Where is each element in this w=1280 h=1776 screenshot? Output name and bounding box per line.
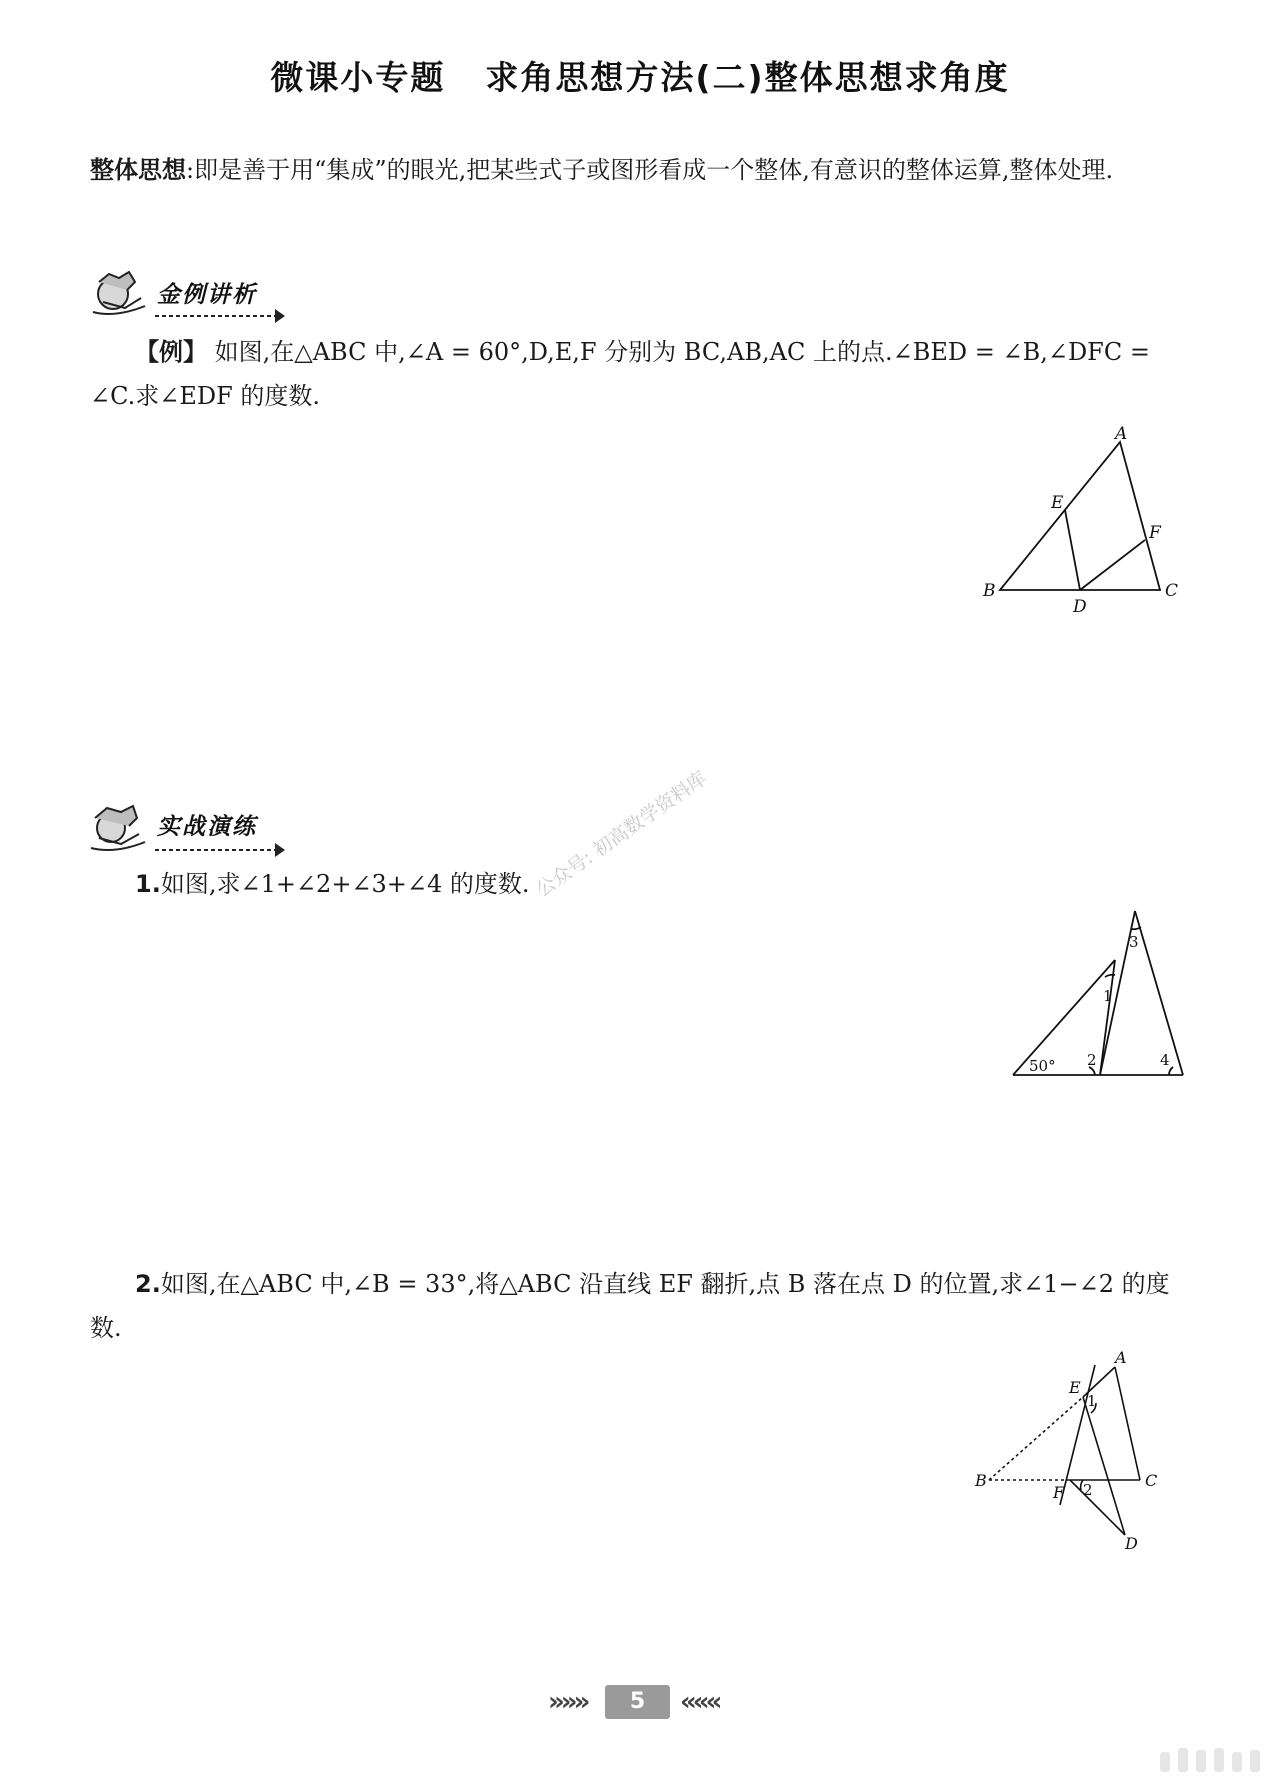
intro-paragraph: [90, 148, 1190, 192]
question-2: [90, 1262, 1190, 1350]
angle-2-label: 2: [1083, 1481, 1093, 1499]
question-1: [135, 862, 1235, 906]
right-side: [1135, 911, 1183, 1075]
watermark-text: 公众号: 初高数学资料库: [532, 767, 711, 902]
title-part1: 微课小专题: [270, 58, 446, 97]
angle-4-label: 4: [1160, 1051, 1170, 1069]
angle-2-label: 2: [1087, 1051, 1097, 1069]
example-paragraph: [90, 330, 1190, 418]
page-number: 5: [605, 1685, 670, 1719]
question-2-figure: [975, 1348, 1190, 1553]
segment-ac: [1115, 1367, 1140, 1480]
question-2-number: 2.: [135, 1270, 161, 1298]
question-1-text: 如图,求∠1+∠2+∠3+∠4 的度数.: [160, 870, 530, 898]
label-a: A: [1115, 1348, 1127, 1367]
triangle-abc: [1000, 442, 1160, 590]
question-2-text: 如图,在△ABC 中,∠B = 33°,将△ABC 沿直线 EF 翻折,点 B 落在点 D 的位置,求∠1−∠2 的度数.: [90, 1270, 1170, 1342]
label-a: A: [1115, 424, 1128, 444]
triangle-abc-diagram: [975, 424, 1179, 617]
angle-1-label: 1: [1087, 1392, 1097, 1410]
label-f: F: [1149, 523, 1161, 543]
fold-diagram: [975, 1348, 1190, 1553]
label-d: D: [1073, 597, 1087, 617]
label-f: F: [1053, 1483, 1065, 1502]
label-d: D: [1125, 1534, 1138, 1553]
angles-diagram: [1005, 905, 1185, 1085]
label-b: B: [975, 1471, 987, 1490]
example-text: 如图,在△ABC 中,∠A = 60°,D,E,F 分别为 BC,AB,AC 上的点.∠BED = ∠B,∠DFC = ∠C.求∠EDF 的度数.: [90, 338, 1150, 410]
scan-artifact-icon: [1150, 1740, 1280, 1776]
example-figure: [975, 424, 1179, 617]
page-footer: [0, 1683, 1280, 1723]
intro-term: 整体思想: [90, 156, 186, 184]
example-tag: 【例】: [135, 338, 207, 366]
segment-ed: [1065, 510, 1080, 590]
label-e: E: [1051, 493, 1064, 513]
page-title: [0, 52, 1280, 99]
angle-50-label: 50°: [1029, 1057, 1056, 1075]
label-e: E: [1069, 1378, 1081, 1397]
label-b: B: [983, 581, 996, 601]
section-label-example: 金例讲析: [157, 282, 257, 308]
section-label-practice: 实战演练: [157, 814, 257, 840]
angle-3-label: 3: [1129, 933, 1139, 951]
label-c: C: [1145, 1471, 1158, 1490]
section-header-practice: [85, 800, 315, 860]
angle-1-label: 1: [1103, 987, 1113, 1005]
question-1-number: 1.: [135, 870, 161, 898]
question-1-figure: [1005, 905, 1185, 1085]
intro-text: :即是善于用“集成”的眼光,把某些式子或图形看成一个整体,有意识的整体运算,整体处理.: [186, 156, 1114, 184]
segment-df: [1080, 540, 1145, 590]
chevrons-left-icon: «««: [680, 1687, 719, 1717]
section-header-example: [85, 268, 315, 328]
title-part2: 求角思想方法(二)整体思想求角度: [485, 58, 1010, 97]
chevrons-right-icon: »»»: [548, 1687, 587, 1717]
label-c: C: [1165, 581, 1179, 601]
